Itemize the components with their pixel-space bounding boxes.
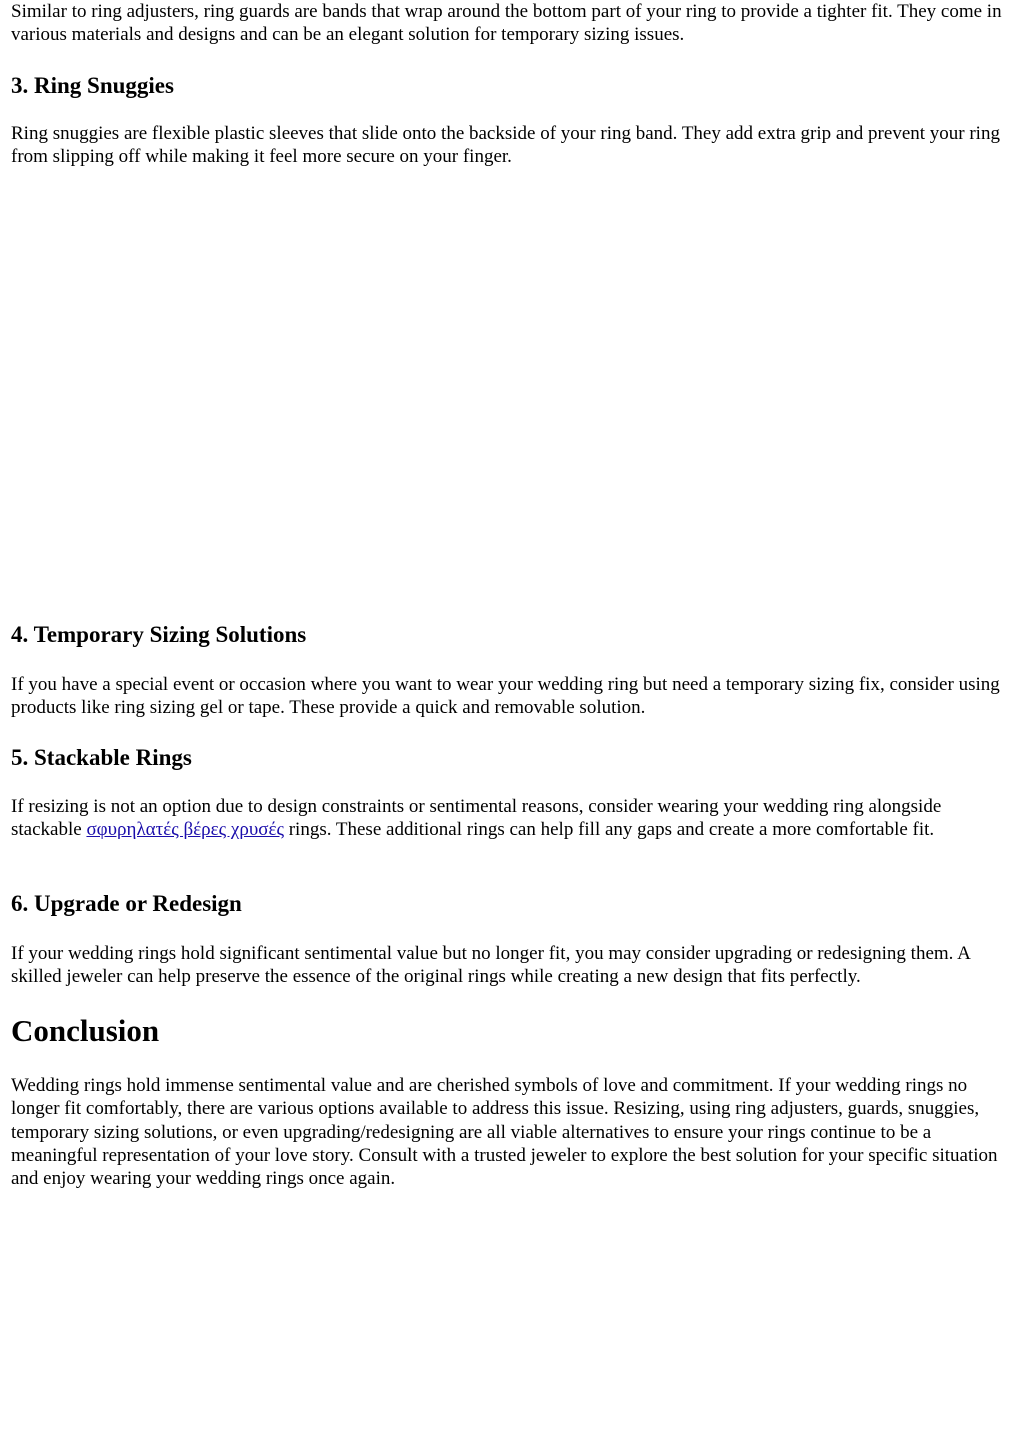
conclusion-heading: Conclusion bbox=[11, 1013, 160, 1048]
ring-snuggies-paragraph: Ring snuggies are flexible plastic sleeves that slide onto the backside of your ring band. They add extra grip and prevent your ring from slipping off while making it feel more secure on your finger. bbox=[11, 123, 1000, 168]
stackable-text-after: rings. These additional rings can help fill any gaps and create a more comfortable fit. bbox=[283, 819, 935, 841]
ring-guards-paragraph: Similar to ring adjusters, ring guards are bands that wrap around the bottom part of your ring to provide a tighter fit. They come in various materials and designs and can be an elegant solution for temporary sizing issues. bbox=[11, 1, 1002, 46]
temporary-sizing-heading: 4. Temporary Sizing Solutions bbox=[11, 622, 307, 647]
upgrade-redesign-heading: 6. Upgrade or Redesign bbox=[11, 891, 242, 916]
upgrade-redesign-paragraph: If your wedding rings hold significant sentimental value but no longer fit, you may consider upgrading or redesigning them. A skilled jeweler can help preserve the essence of the original rings while creating a new design that fits perfectly. bbox=[11, 943, 970, 988]
conclusion-paragraph: Wedding rings hold immense sentimental value and are cherished symbols of love and commitment. If your wedding rings no longer fit comfortably, there are various options available to address this issue. Resizing, using ring adjusters, guards, snuggies, temporary sizing solutions, or even upgrading/redesigning are all viable alternatives to ensure your rings continue to be a meaningful representation of your love story. Consult with a trusted jeweler to explore the best solution for your specific situation and enjoy wearing your wedding rings once again. bbox=[11, 1075, 998, 1190]
stackable-rings-link[interactable]: σφυρηλατές βέρες χρυσές bbox=[86, 819, 284, 841]
stackable-text-before: If resizing is not an option due to design constraints or sentimental reasons, consider wearing your wedding ring alongside stackable bbox=[11, 796, 942, 841]
stackable-rings-heading: 5. Stackable Rings bbox=[11, 745, 192, 770]
stackable-rings-paragraph bbox=[11, 795, 1011, 842]
temporary-sizing-paragraph: If you have a special event or occasion where you want to wear your wedding ring but need a temporary sizing fix, consider using products like ring sizing gel or tape. These provide a quick and removable solution. bbox=[11, 674, 1000, 719]
ring-snuggies-heading: 3. Ring Snuggies bbox=[11, 73, 174, 98]
